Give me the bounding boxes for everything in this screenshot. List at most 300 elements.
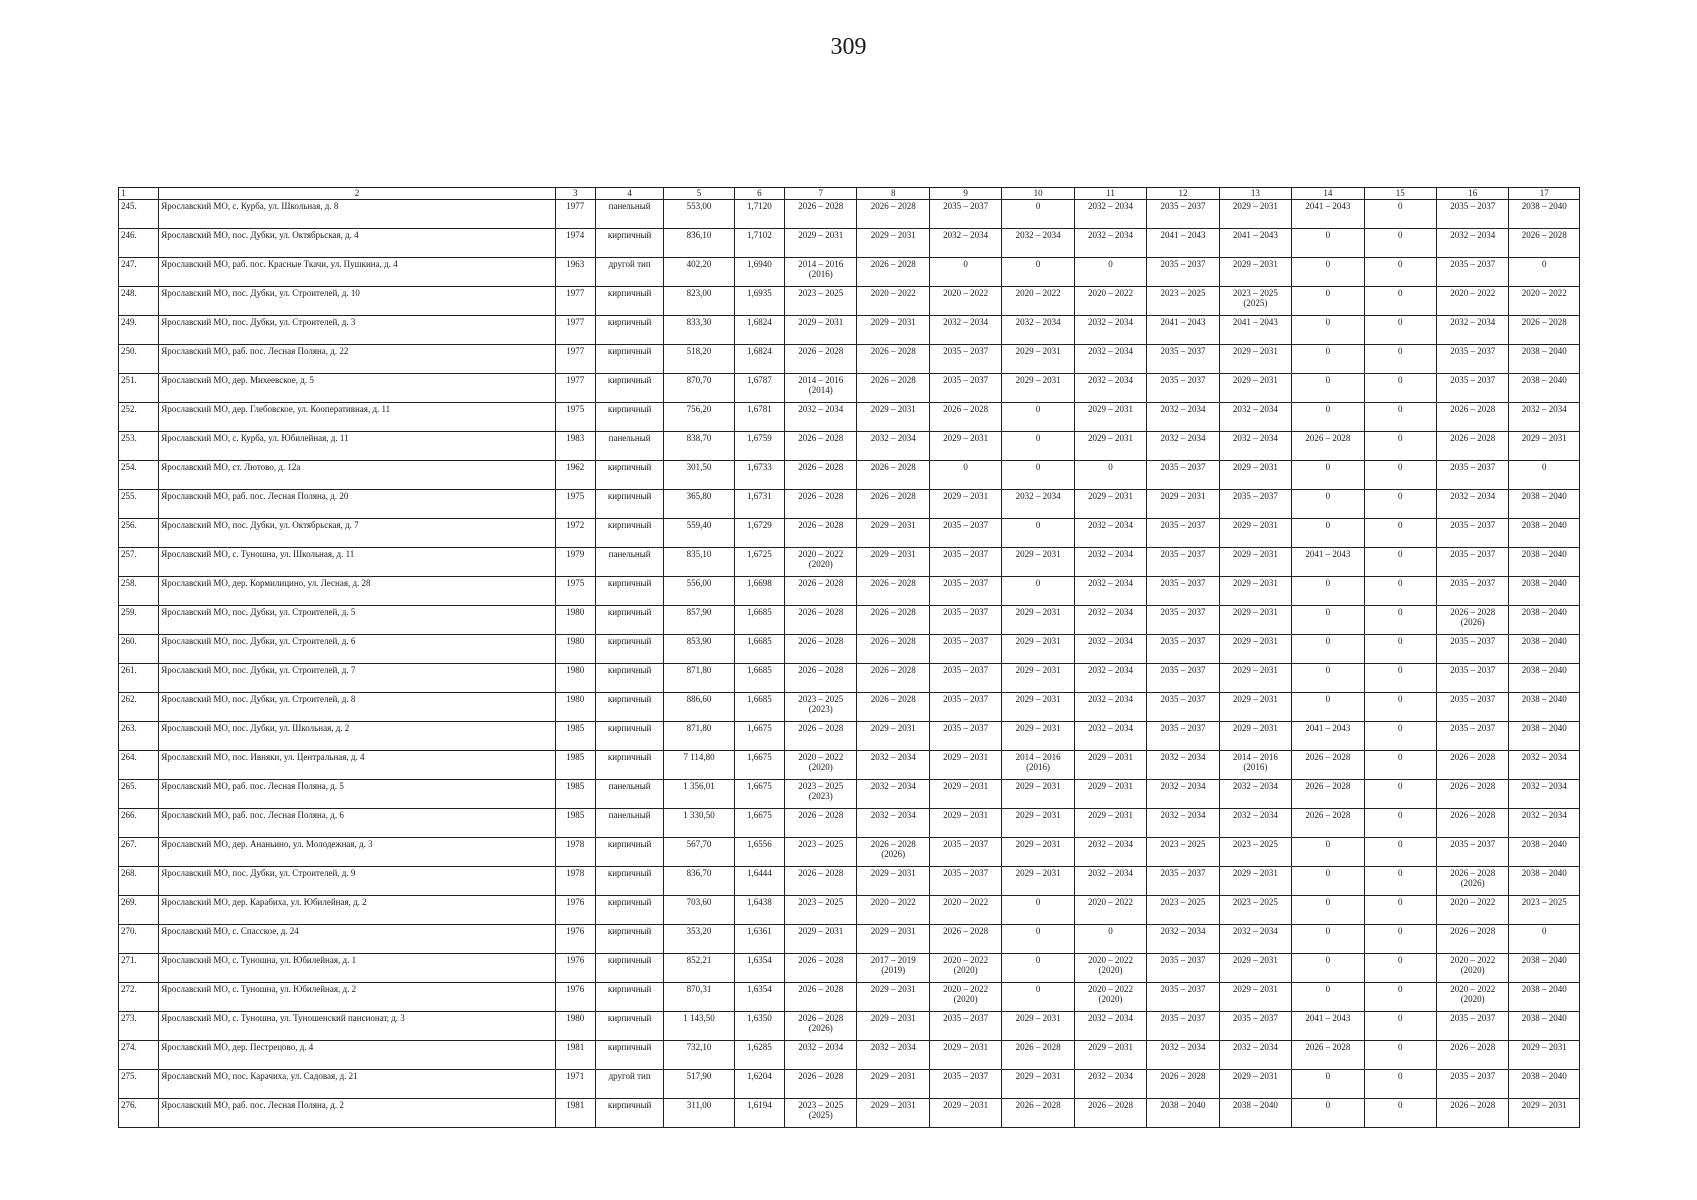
table-cell: 2035 – 2037	[1436, 664, 1508, 693]
address-cell: Ярославский МО, с. Туношна, ул. Туношенский пансионат, д. 3	[159, 1012, 555, 1041]
table-cell: 2026 – 2028 (2026)	[1436, 867, 1508, 896]
table-row	[119, 229, 1580, 258]
table-cell: 2035 – 2037	[1147, 345, 1219, 374]
table-cell: 1,6940	[734, 258, 784, 287]
table-cell: 2029 – 2031	[857, 316, 929, 345]
table-cell: 0	[1292, 316, 1364, 345]
table-cell: 2026 – 2028 (2026)	[857, 838, 929, 867]
table-cell: 0	[1292, 954, 1364, 983]
table-cell: кирпичный	[595, 635, 663, 664]
table-cell: 2032 – 2034	[1509, 780, 1580, 809]
table-cell: кирпичный	[595, 345, 663, 374]
address-cell: Ярославский МО, с. Туношна, ул. Школьная, д. 11	[159, 548, 555, 577]
table-cell: 2026 – 2028	[1436, 809, 1508, 838]
address-cell: Ярославский МО, ст. Лютово, д. 12а	[159, 461, 555, 490]
address-cell: Ярославский МО, с. Курба, ул. Юбилейная, д. 11	[159, 432, 555, 461]
table-row	[119, 519, 1580, 548]
address-cell: Ярославский МО, пос. Ивняки, ул. Центральная, д. 4	[159, 751, 555, 780]
column-header-13: 13	[1219, 188, 1291, 200]
table-cell: 2026 – 2028	[857, 693, 929, 722]
table-cell: 2029 – 2031	[1002, 838, 1074, 867]
table-cell: 2032 – 2034	[929, 316, 1001, 345]
table-cell: 2026 – 2028	[785, 635, 857, 664]
table-cell: 2026 – 2028 (2026)	[1436, 606, 1508, 635]
table-cell: 1,6787	[734, 374, 784, 403]
table-cell: 0	[1292, 490, 1364, 519]
table-cell: 2032 – 2034	[1074, 374, 1146, 403]
table-row	[119, 635, 1580, 664]
table-cell: 2035 – 2037	[929, 1012, 1001, 1041]
table-row	[119, 606, 1580, 635]
address-cell: Ярославский МО, с. Туношна, ул. Юбилейная, д. 2	[159, 983, 555, 1012]
address-cell: Ярославский МО, с. Спасское, д. 24	[159, 925, 555, 954]
table-cell: 2029 – 2031	[1219, 606, 1291, 635]
table-cell: 2029 – 2031	[1002, 1070, 1074, 1099]
table-cell: 2026 – 2028	[785, 983, 857, 1012]
table-cell: 1976	[555, 925, 595, 954]
table-cell: 2038 – 2040	[1509, 635, 1580, 664]
table-cell: 0	[1292, 519, 1364, 548]
table-cell: 1977	[555, 200, 595, 229]
table-cell: 2023 – 2025 (2023)	[785, 693, 857, 722]
table-cell: 2029 – 2031	[857, 519, 929, 548]
table-cell: 1985	[555, 751, 595, 780]
table-cell: 2029 – 2031	[1002, 780, 1074, 809]
table-cell: 556,00	[664, 577, 734, 606]
table-cell: 266.	[119, 809, 159, 838]
table-cell: 265.	[119, 780, 159, 809]
table-row	[119, 722, 1580, 751]
table-cell: 0	[1509, 258, 1580, 287]
table-cell: 1985	[555, 722, 595, 751]
table-cell: 1,7120	[734, 200, 784, 229]
table-cell: 0	[1292, 983, 1364, 1012]
table-cell: 870,31	[664, 983, 734, 1012]
table-cell: 2023 – 2025	[785, 896, 857, 925]
table-cell: 0	[1364, 722, 1436, 751]
table-cell: 2029 – 2031	[857, 1070, 929, 1099]
address-cell: Ярославский МО, пос. Дубки, ул. Строителей, д. 6	[159, 635, 555, 664]
table-cell: 1,6685	[734, 635, 784, 664]
table-cell: 0	[1292, 345, 1364, 374]
table-cell: 1,6685	[734, 693, 784, 722]
table-cell: 0	[1364, 258, 1436, 287]
table-cell: 0	[1292, 635, 1364, 664]
table-cell: 2032 – 2034	[1074, 1012, 1146, 1041]
table-cell: 2026 – 2028	[1436, 751, 1508, 780]
table-cell: 262.	[119, 693, 159, 722]
table-cell: 2026 – 2028	[1509, 316, 1580, 345]
table-cell: 263.	[119, 722, 159, 751]
table-cell: 833,30	[664, 316, 734, 345]
table-cell: 2029 – 2031	[857, 403, 929, 432]
address-cell: Ярославский МО, раб. пос. Красные Ткачи, ул. Пушкина, д. 4	[159, 258, 555, 287]
table-cell: 2032 – 2034	[1074, 229, 1146, 258]
table-cell: 2035 – 2037	[1436, 461, 1508, 490]
table-cell: 2029 – 2031	[1219, 577, 1291, 606]
address-cell: Ярославский МО, пос. Дубки, ул. Школьная, д. 2	[159, 722, 555, 751]
table-cell: 0	[929, 258, 1001, 287]
table-cell: 2038 – 2040	[1509, 664, 1580, 693]
table-cell: панельный	[595, 548, 663, 577]
table-cell: 2035 – 2037	[929, 722, 1001, 751]
table-cell: 2035 – 2037	[1147, 693, 1219, 722]
table-cell: 0	[1292, 664, 1364, 693]
table-cell: 2026 – 2028	[929, 403, 1001, 432]
table-cell: 2038 – 2040	[1509, 722, 1580, 751]
table-cell: 2035 – 2037	[929, 606, 1001, 635]
address-cell: Ярославский МО, дер. Глебовское, ул. Кооперативная, д. 11	[159, 403, 555, 432]
table-cell: 2026 – 2028	[785, 461, 857, 490]
table-cell: 2032 – 2034	[1074, 316, 1146, 345]
table-cell: 1980	[555, 1012, 595, 1041]
address-cell: Ярославский МО, дер. Ананьино, ул. Молодежная, д. 3	[159, 838, 555, 867]
address-cell: Ярославский МО, раб. пос. Лесная Поляна, д. 5	[159, 780, 555, 809]
table-cell: 0	[1509, 925, 1580, 954]
table-cell: 0	[1364, 809, 1436, 838]
table-cell: 1977	[555, 345, 595, 374]
table-cell: 2035 – 2037	[929, 374, 1001, 403]
table-cell: 2041 – 2043	[1147, 316, 1219, 345]
table-cell: 1974	[555, 229, 595, 258]
table-cell: 2020 – 2022	[1074, 896, 1146, 925]
table-cell: 2026 – 2028	[1436, 1041, 1508, 1070]
table-cell: 823,00	[664, 287, 734, 316]
column-header-17: 17	[1509, 188, 1580, 200]
table-cell: 2020 – 2022	[857, 287, 929, 316]
table-cell: 311,00	[664, 1099, 734, 1128]
table-cell: 2032 – 2034	[1074, 867, 1146, 896]
table-cell: 1977	[555, 316, 595, 345]
table-cell: 870,70	[664, 374, 734, 403]
table-cell: 253.	[119, 432, 159, 461]
table-row	[119, 403, 1580, 432]
table-cell: кирпичный	[595, 867, 663, 896]
address-cell: Ярославский МО, пос. Дубки, ул. Строителей, д. 7	[159, 664, 555, 693]
table-cell: 2035 – 2037	[929, 693, 1001, 722]
table-row	[119, 954, 1580, 983]
table-cell: 2029 – 2031	[1219, 983, 1291, 1012]
table-cell: 2020 – 2022 (2020)	[929, 983, 1001, 1012]
table-cell: 2032 – 2034	[1074, 693, 1146, 722]
table-cell: 2020 – 2022 (2020)	[785, 548, 857, 577]
table-cell: 2029 – 2031	[785, 925, 857, 954]
table-cell: 2038 – 2040	[1509, 1012, 1580, 1041]
table-cell: 2026 – 2028	[857, 345, 929, 374]
table-cell: 2029 – 2031	[857, 722, 929, 751]
column-number-row	[119, 188, 1580, 200]
table-cell: 2029 – 2031	[1002, 809, 1074, 838]
table-cell: кирпичный	[595, 1012, 663, 1041]
table-cell: 2029 – 2031	[1219, 664, 1291, 693]
address-cell: Ярославский МО, с. Курба, ул. Школьная, д. 8	[159, 200, 555, 229]
table-cell: 2029 – 2031	[1002, 664, 1074, 693]
address-cell: Ярославский МО, с. Туношна, ул. Юбилейная, д. 1	[159, 954, 555, 983]
address-cell: Ярославский МО, пос. Карачиха, ул. Садовая, д. 21	[159, 1070, 555, 1099]
table-cell: 1981	[555, 1041, 595, 1070]
table-cell: 0	[1074, 258, 1146, 287]
table-cell: 0	[1364, 896, 1436, 925]
table-row	[119, 751, 1580, 780]
table-cell: 272.	[119, 983, 159, 1012]
table-cell: 1 330,50	[664, 809, 734, 838]
table-cell: 2023 – 2025 (2025)	[785, 1099, 857, 1128]
table-cell: 2038 – 2040	[1509, 1070, 1580, 1099]
table-cell: 1,6194	[734, 1099, 784, 1128]
table-cell: 2026 – 2028 (2026)	[785, 1012, 857, 1041]
table-cell: 2029 – 2031	[1002, 606, 1074, 635]
table-cell: 254.	[119, 461, 159, 490]
table-cell: 1977	[555, 287, 595, 316]
table-cell: 0	[1364, 925, 1436, 954]
table-cell: 1,6675	[734, 780, 784, 809]
table-cell: 1983	[555, 432, 595, 461]
table-cell: 353,20	[664, 925, 734, 954]
table-cell: 0	[929, 461, 1001, 490]
table-row	[119, 258, 1580, 287]
table-cell: 2029 – 2031	[1074, 403, 1146, 432]
table-cell: 0	[1002, 403, 1074, 432]
table-cell: 2026 – 2028	[1074, 1099, 1146, 1128]
table-cell: 1980	[555, 693, 595, 722]
table-cell: 0	[1364, 983, 1436, 1012]
table-cell: 0	[1364, 1099, 1436, 1128]
table-cell: 2014 – 2016 (2016)	[1219, 751, 1291, 780]
table-cell: 2038 – 2040	[1509, 200, 1580, 229]
table-cell: 1977	[555, 374, 595, 403]
table-cell: 1,6354	[734, 983, 784, 1012]
table-cell: 2032 – 2034	[1436, 316, 1508, 345]
table-cell: 2029 – 2031	[1509, 1041, 1580, 1070]
table-cell: 252.	[119, 403, 159, 432]
table-cell: 276.	[119, 1099, 159, 1128]
table-cell: 2032 – 2034	[1074, 577, 1146, 606]
table-cell: 835,10	[664, 548, 734, 577]
table-row	[119, 345, 1580, 374]
table-row	[119, 1099, 1580, 1128]
table-cell: 1981	[555, 1099, 595, 1128]
table-cell: 2026 – 2028	[785, 722, 857, 751]
table-cell: 2026 – 2028	[1436, 925, 1508, 954]
table-cell: 0	[1364, 577, 1436, 606]
table-cell: 1978	[555, 867, 595, 896]
table-cell: 249.	[119, 316, 159, 345]
table-row	[119, 374, 1580, 403]
table-cell: 2029 – 2031	[1074, 490, 1146, 519]
table-cell: 857,90	[664, 606, 734, 635]
table-cell: 2026 – 2028	[785, 867, 857, 896]
table-cell: 2026 – 2028	[785, 519, 857, 548]
table-cell: 2035 – 2037	[929, 664, 1001, 693]
table-cell: 2026 – 2028	[785, 954, 857, 983]
table-cell: 0	[1509, 461, 1580, 490]
table-cell: 2032 – 2034	[929, 229, 1001, 258]
table-cell: 2029 – 2031	[1002, 867, 1074, 896]
table-cell: 257.	[119, 548, 159, 577]
table-cell: 1 356,01	[664, 780, 734, 809]
table-cell: 267.	[119, 838, 159, 867]
table-cell: 273.	[119, 1012, 159, 1041]
table-cell: кирпичный	[595, 722, 663, 751]
table-cell: 0	[1364, 867, 1436, 896]
table-cell: 2029 – 2031	[1219, 345, 1291, 374]
table-cell: 2029 – 2031	[1002, 722, 1074, 751]
table-cell: 2029 – 2031	[1002, 635, 1074, 664]
table-cell: 0	[1002, 954, 1074, 983]
table-cell: 1,6685	[734, 664, 784, 693]
table-cell: 2026 – 2028	[785, 809, 857, 838]
table-cell: 2038 – 2040	[1509, 577, 1580, 606]
table-cell: 2035 – 2037	[1436, 1070, 1508, 1099]
table-cell: 2026 – 2028	[785, 1070, 857, 1099]
table-cell: 2026 – 2028	[1436, 780, 1508, 809]
table-cell: 2023 – 2025	[1219, 896, 1291, 925]
table-cell: 2029 – 2031	[1002, 693, 1074, 722]
table-cell: 2035 – 2037	[1147, 867, 1219, 896]
address-cell: Ярославский МО, пос. Дубки, ул. Строителей, д. 5	[159, 606, 555, 635]
table-cell: кирпичный	[595, 664, 663, 693]
table-cell: 2029 – 2031	[1074, 432, 1146, 461]
address-cell: Ярославский МО, дер. Михеевское, д. 5	[159, 374, 555, 403]
table-cell: 2029 – 2031	[929, 490, 1001, 519]
table-cell: 2029 – 2031	[1074, 780, 1146, 809]
table-cell: 2026 – 2028	[857, 490, 929, 519]
table-cell: 1,6685	[734, 606, 784, 635]
table-cell: 0	[1364, 345, 1436, 374]
table-cell: 517,90	[664, 1070, 734, 1099]
table-cell: 268.	[119, 867, 159, 896]
table-cell: 2032 – 2034	[1219, 403, 1291, 432]
table-cell: 259.	[119, 606, 159, 635]
table-cell: 0	[1292, 229, 1364, 258]
table-cell: 0	[1292, 896, 1364, 925]
table-cell: 2029 – 2031	[929, 432, 1001, 461]
table-cell: 838,70	[664, 432, 734, 461]
table-row	[119, 925, 1580, 954]
table-cell: кирпичный	[595, 374, 663, 403]
table-cell: 1975	[555, 490, 595, 519]
table-cell: 2038 – 2040	[1509, 345, 1580, 374]
table-cell: другой тип	[595, 258, 663, 287]
column-header-15: 15	[1364, 188, 1436, 200]
table-cell: 0	[1292, 287, 1364, 316]
table-cell: 0	[1074, 461, 1146, 490]
column-header-5: 5	[664, 188, 734, 200]
table-cell: 0	[1002, 258, 1074, 287]
table-cell: 2038 – 2040	[1509, 693, 1580, 722]
table-cell: 2026 – 2028	[1436, 1099, 1508, 1128]
table-cell: 2035 – 2037	[929, 838, 1001, 867]
table-cell: 2038 – 2040	[1509, 606, 1580, 635]
column-header-12: 12	[1147, 188, 1219, 200]
column-header-9: 9	[929, 188, 1001, 200]
table-cell: 2029 – 2031	[1219, 867, 1291, 896]
table-cell: кирпичный	[595, 838, 663, 867]
table-cell: 270.	[119, 925, 159, 954]
table-cell: 301,50	[664, 461, 734, 490]
table-cell: 2026 – 2028	[1147, 1070, 1219, 1099]
table-cell: 518,20	[664, 345, 734, 374]
table-cell: 0	[1292, 1099, 1364, 1128]
table-cell: 2023 – 2025 (2023)	[785, 780, 857, 809]
table-cell: 275.	[119, 1070, 159, 1099]
table-cell: 2029 – 2031	[1002, 1012, 1074, 1041]
table-cell: 2026 – 2028	[1292, 751, 1364, 780]
address-cell: Ярославский МО, пос. Дубки, ул. Строителей, д. 3	[159, 316, 555, 345]
table-cell: 2023 – 2025 (2025)	[1219, 287, 1291, 316]
table-cell: 0	[1364, 1012, 1436, 1041]
column-header-11: 11	[1074, 188, 1146, 200]
table-cell: 2032 – 2034	[1147, 403, 1219, 432]
address-cell: Ярославский МО, пос. Дубки, ул. Строителей, д. 8	[159, 693, 555, 722]
table-cell: 2029 – 2031	[857, 983, 929, 1012]
table-cell: 2035 – 2037	[929, 200, 1001, 229]
table-cell: 2020 – 2022 (2020)	[929, 954, 1001, 983]
table-cell: 2029 – 2031	[857, 925, 929, 954]
table-cell: 2035 – 2037	[1436, 548, 1508, 577]
table-cell: 2029 – 2031	[929, 809, 1001, 838]
table-cell: 2032 – 2034	[1147, 1041, 1219, 1070]
table-cell: 1978	[555, 838, 595, 867]
table-cell: 2035 – 2037	[1147, 954, 1219, 983]
table-cell: 1,6731	[734, 490, 784, 519]
table-cell: 1979	[555, 548, 595, 577]
table-cell: 0	[1292, 693, 1364, 722]
table-cell: 2023 – 2025	[1147, 287, 1219, 316]
table-cell: 2035 – 2037	[1436, 1012, 1508, 1041]
table-cell: 853,90	[664, 635, 734, 664]
table-row	[119, 490, 1580, 519]
table-cell: 2026 – 2028	[857, 374, 929, 403]
table-cell: 0	[1364, 606, 1436, 635]
address-cell: Ярославский МО, пос. Дубки, ул. Октябрьская, д. 7	[159, 519, 555, 548]
table-cell: 1971	[555, 1070, 595, 1099]
table-cell: панельный	[595, 432, 663, 461]
table-cell: 2041 – 2043	[1219, 229, 1291, 258]
table-cell: 2035 – 2037	[929, 635, 1001, 664]
table-cell: 0	[1074, 925, 1146, 954]
table-cell: кирпичный	[595, 954, 663, 983]
address-cell: Ярославский МО, пос. Дубки, ул. Октябрьская, д. 4	[159, 229, 555, 258]
table-cell: 2032 – 2034	[1074, 606, 1146, 635]
table-row	[119, 1070, 1580, 1099]
table-cell: 0	[1292, 1070, 1364, 1099]
table-cell: 0	[1292, 606, 1364, 635]
table-cell: 247.	[119, 258, 159, 287]
table-cell: 2032 – 2034	[1147, 809, 1219, 838]
table-cell: 2029 – 2031	[1074, 751, 1146, 780]
table-cell: 1,6759	[734, 432, 784, 461]
table-cell: 2032 – 2034	[1074, 664, 1146, 693]
table-cell: 2029 – 2031	[1002, 345, 1074, 374]
table-cell: кирпичный	[595, 925, 663, 954]
table-cell: 852,21	[664, 954, 734, 983]
table-cell: 0	[1002, 983, 1074, 1012]
table-cell: 2029 – 2031	[929, 751, 1001, 780]
table-cell: 2020 – 2022 (2020)	[1074, 983, 1146, 1012]
table-cell: 0	[1364, 287, 1436, 316]
table-cell: 2026 – 2028	[857, 664, 929, 693]
table-cell: 1,6733	[734, 461, 784, 490]
table-cell: 2032 – 2034	[1074, 1070, 1146, 1099]
table-cell: 2038 – 2040	[1509, 867, 1580, 896]
table-cell: 2035 – 2037	[1147, 664, 1219, 693]
table-cell: 0	[1364, 838, 1436, 867]
table-cell: 251.	[119, 374, 159, 403]
table-cell: панельный	[595, 809, 663, 838]
table-cell: 2026 – 2028	[785, 490, 857, 519]
table-cell: 2035 – 2037	[929, 345, 1001, 374]
